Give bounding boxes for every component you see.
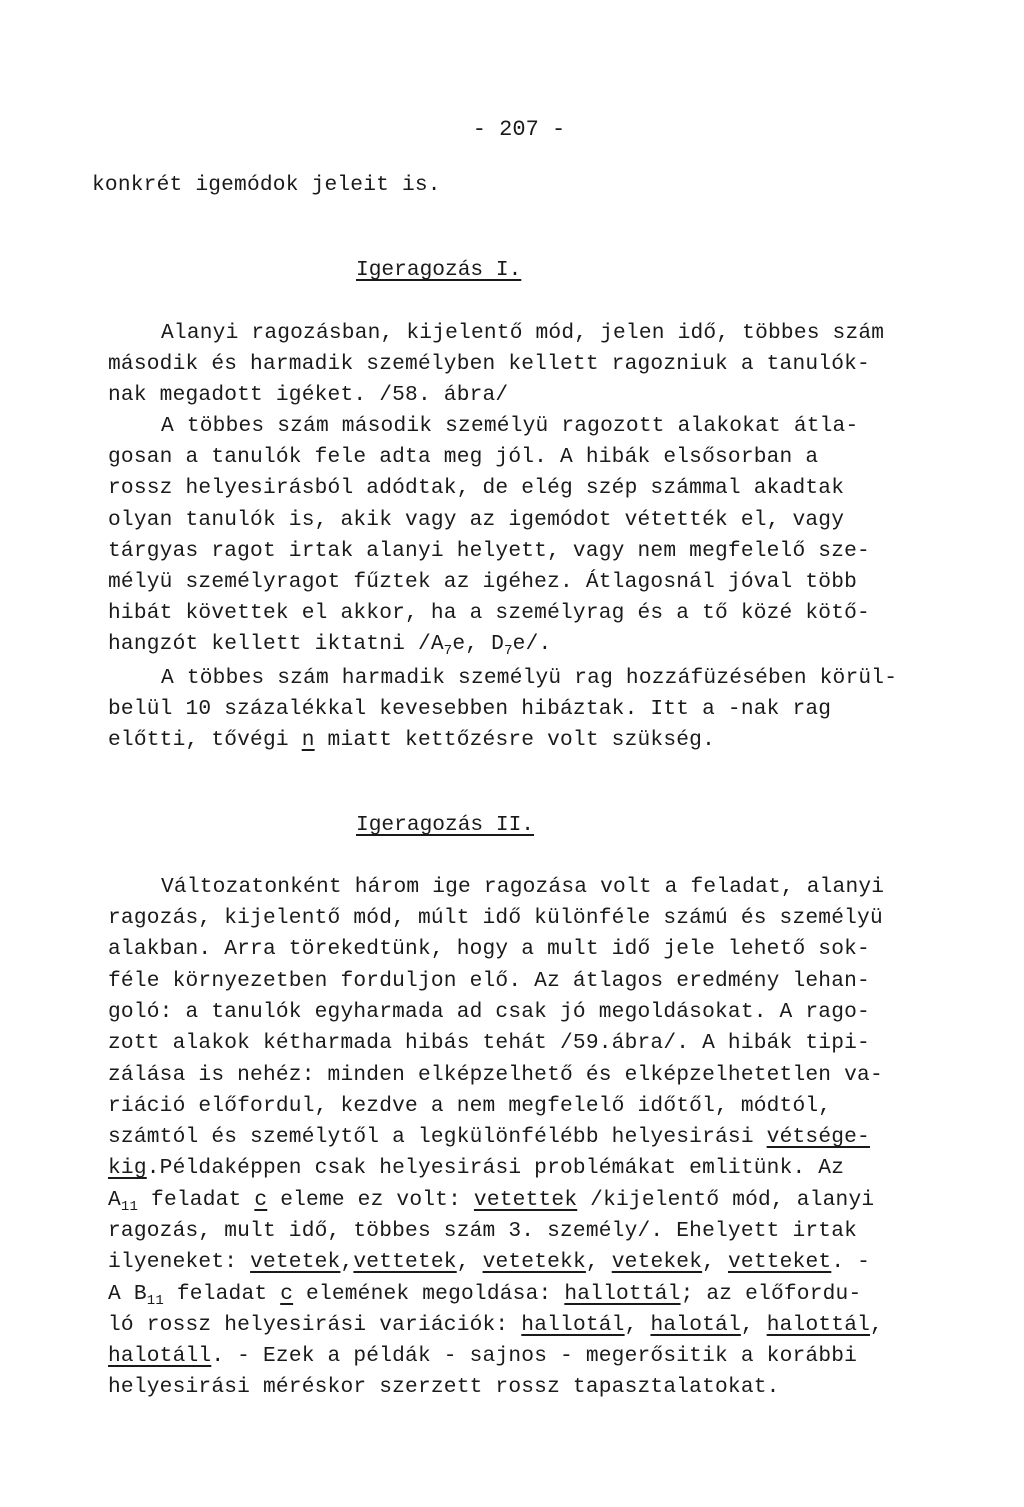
subscript: 11 (120, 1199, 139, 1215)
text-span: . - (831, 1250, 871, 1274)
paragraph-line: belül 10 százalékkal kevesebben hibáztak. Itt a -nak rag (108, 697, 832, 721)
paragraph-line (108, 631, 551, 657)
text-span: . - Ezek a példák - sajnos - megerősitik a korábbi (211, 1344, 858, 1368)
paragraph-line (108, 1249, 870, 1275)
underlined-letter: c (280, 1282, 294, 1306)
underlined-word: halotál (650, 1313, 741, 1337)
paragraph-line: második és harmadik személyben kellett ragozniuk a tanulók- (108, 352, 870, 376)
text-span: ; az előfordu- (680, 1282, 862, 1306)
underlined-word: hallottál (564, 1282, 681, 1306)
paragraph-line (108, 1343, 857, 1369)
text-span: , (585, 1250, 612, 1274)
text-span: /kijelentő mód, alanyi (577, 1188, 875, 1212)
underlined-letter: c (254, 1188, 268, 1212)
text-span: e/. (512, 632, 552, 656)
paragraph-line (108, 1312, 883, 1338)
text-span: miatt kettőzésre volt szükség. (314, 728, 715, 752)
text-span: , (456, 1250, 483, 1274)
paragraph-line (108, 1187, 874, 1213)
page-number: - 207 - (472, 117, 566, 142)
section-heading-igeragozas-1: Igeragozás I. (356, 258, 522, 282)
paragraph-line: olyan tanulók is, akik vagy az igemódot vétették el, vagy (108, 508, 845, 532)
underlined-letter: n (301, 728, 315, 752)
text-span: e, D (452, 632, 505, 656)
underlined-word: vétsége- (766, 1125, 870, 1149)
underlined-word: kig (108, 1156, 147, 1180)
paragraph-line: mélyü személyragot fűztek az igéhez. Átlagosnál jóval több (108, 570, 858, 594)
paragraph-line (108, 1281, 861, 1307)
text-span: A B (108, 1282, 147, 1306)
underlined-word: vettetek (353, 1250, 457, 1274)
intro-line: konkrét igemódok jeleit is. (92, 173, 441, 197)
paragraph-line: zálása is nehéz: minden elképzelhető és elképzelhetetlen va- (108, 1063, 883, 1087)
text-span: , (740, 1313, 767, 1337)
section-heading-igeragozas-2: Igeragozás II. (356, 813, 535, 837)
paragraph-line: ragozás, mult idő, többes szám 3. személy/. Ehelyett irtak (108, 1219, 858, 1243)
underlined-word: vetettek (473, 1188, 578, 1212)
underlined-word: vetetekk (482, 1250, 586, 1274)
text-span: A (108, 1188, 121, 1212)
paragraph-line: ragozás, kijelentő mód, múlt idő különféle számú és személyü (108, 906, 883, 930)
underlined-word: vetetek (250, 1250, 341, 1274)
text-span: hangzót kellett iktatni /A (108, 632, 444, 656)
paragraph-line: A többes szám második személyü ragozott alakokat átla- (161, 414, 859, 438)
text-span: , (870, 1313, 883, 1337)
paragraph-line: Változatonként három ige ragozása volt a feladat, alanyi (161, 875, 885, 899)
paragraph-line: nak megadott igéket. /58. ábra/ (108, 383, 509, 407)
paragraph-line (108, 1155, 844, 1181)
text-span: , (702, 1250, 728, 1274)
paragraph-line (108, 727, 715, 753)
text-span: számtól és személytől a legkülönfélébb helyesirási (108, 1125, 767, 1149)
underlined-word: halotáll (108, 1344, 212, 1368)
paragraph-line: gosan a tanulók fele adta meg jól. A hibák elsősorban a (108, 445, 819, 469)
underlined-word: halottál (766, 1313, 871, 1337)
subscript: 7 (504, 643, 513, 659)
paragraph-line (108, 1124, 870, 1150)
paragraph-line: zott alakok kétharmada hibás tehát /59.ábra/. A hibák tipi- (108, 1031, 870, 1055)
underlined-word: hallotál (521, 1313, 625, 1337)
paragraph-line: féle környezetben forduljon elő. Az átlagos eredmény lehan- (108, 969, 870, 993)
text-span: eleme ez volt: (267, 1188, 474, 1212)
paragraph-line: tárgyas ragot irtak alanyi helyett, vagy nem megfelelő sze- (108, 539, 870, 563)
text-span: , (340, 1250, 354, 1274)
paragraph-line: helyesirási méréskor szerzett rossz tapasztalatokat. (108, 1375, 780, 1399)
text-span: feladat (163, 1282, 281, 1306)
text-span: .Példaképpen csak helyesirási problémákat emlitünk. Az (146, 1156, 845, 1180)
subscript: 7 (443, 643, 453, 659)
paragraph-line: rossz helyesirásból adódtak, de elég szép számmal akadtak (108, 476, 845, 500)
paragraph-line: alakban. Arra törekedtünk, hogy a mult idő jele lehető sok- (108, 937, 870, 961)
underlined-word: vetekek (611, 1250, 703, 1274)
paragraph-line: hibát követtek el akkor, ha a személyrag és a tő közé kötő- (108, 601, 870, 625)
text-span: , (624, 1313, 651, 1337)
text-span: ilyeneket: (108, 1250, 251, 1274)
paragraph-line: goló: a tanulók egyharmada ad csak jó megoldásokat. A rago- (108, 1000, 870, 1024)
paragraph-line: riáció előfordul, kezdve a nem megfelelő időtől, módtól, (108, 1094, 832, 1118)
text-span: előtti, tővégi (108, 728, 302, 752)
paragraph-line: Alanyi ragozásban, kijelentő mód, jelen idő, többes szám (161, 321, 885, 345)
text-span: elemének megoldása: (293, 1282, 565, 1306)
text-span: ló rossz helyesirási variációk: (108, 1313, 522, 1337)
text-span: feladat (138, 1188, 255, 1212)
subscript: 11 (146, 1293, 164, 1309)
underlined-word: vetteket (727, 1250, 832, 1274)
paragraph-line: A többes szám harmadik személyü rag hozzáfüzésében körül- (161, 666, 898, 690)
